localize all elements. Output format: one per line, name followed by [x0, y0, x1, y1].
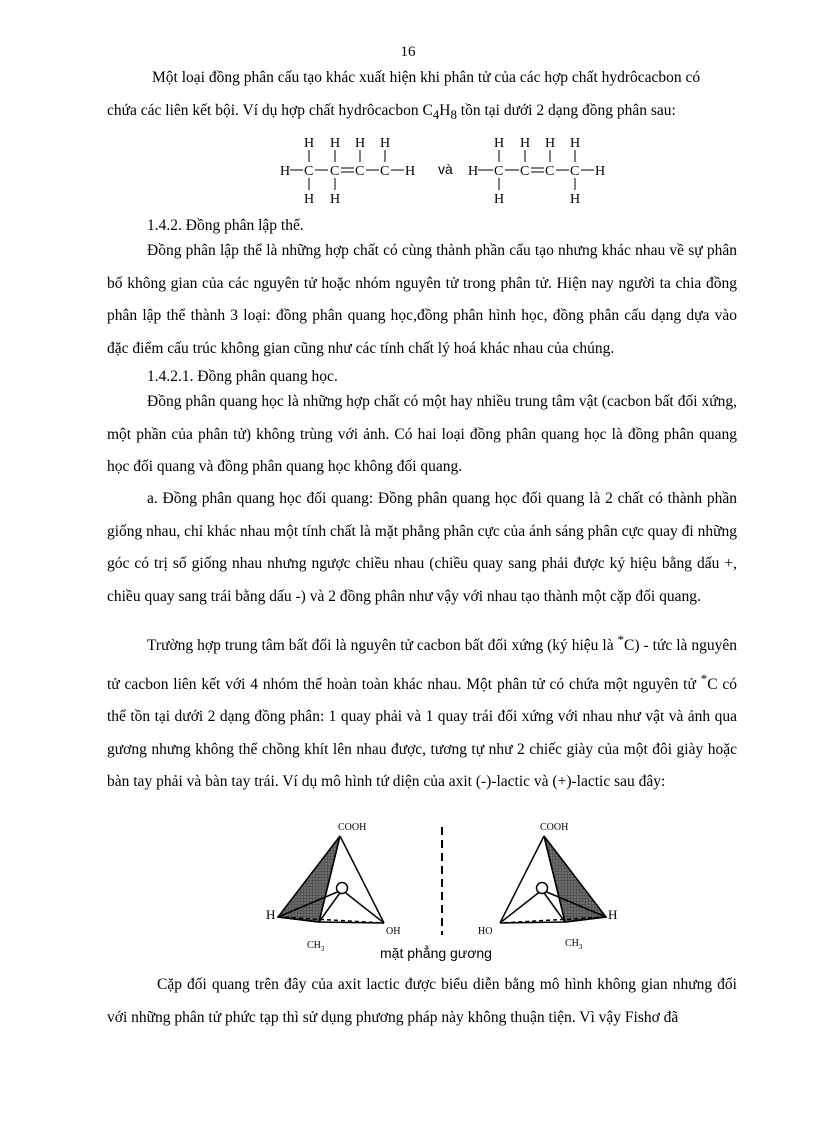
para-enantiomer-text: a. Đồng phân quang học đối quang: Đồng phân quang học đối quang là 2 chất có thành phần giống nhau, chỉ khác nhau một tính chất là mặt phẳng phân cực của ánh sáng phân cực quay đi những góc có trị số giống nhau nhưng ngược chiều nhau (chiều quay sang phải được ký hiệu bằng dấu +, chiều quay sang trái bằng dấu -) và 2 đồng phân như vậy với nhau tạo thành một cặp đối quang. [107, 490, 737, 605]
subscript-4: 4 [432, 106, 440, 122]
m2-h-top-b: H [520, 136, 531, 151]
m1-c3: C [355, 164, 365, 179]
right-ho: HO [478, 926, 493, 937]
asterisk-2: * [700, 670, 708, 686]
subscript-8: 8 [450, 106, 457, 122]
para-final-text: Cặp đối quang trên đây của axit lactic được biểu diễn bằng mô hình không gian nhưng đối với những phân tử phức tạp thì sử dụng phương pháp này không thuận tiện. Vì vậy Fishơ đã [107, 976, 737, 1026]
intro-line-2-pre: chứa các liên kết bội. Ví dụ hợp chất hydrôcacbon C [107, 101, 433, 119]
para-optical-text: Đồng phân quang học là những hợp chất có một hay nhiều trung tâm vật (cacbon bất đối xứng, một phần của phân tử) không trùng với ảnh. Có hai loại đồng phân quang học là đồng phân quang học đối quang và đồng phân quang học không đối quang. [107, 393, 737, 475]
m1-h-bot-a: H [304, 192, 315, 207]
m1-c1: C [304, 164, 314, 179]
para-asymmetric-center [107, 624, 737, 799]
left-cooh: COOH [338, 822, 367, 833]
right-ch3: $CH_3$ [565, 938, 583, 951]
tetrahedron-figure [262, 815, 622, 965]
para-asymmetric-center-text [107, 624, 737, 799]
asterisk-1: * [617, 632, 625, 647]
section-1-4-2-heading: 1.4.2. Đồng phân lập thể. [147, 217, 304, 234]
m1-h-bot-b: H [330, 192, 341, 207]
m2-h-bot-a: H [494, 192, 505, 207]
m2-c1: C [494, 164, 504, 179]
m1-h-left: H [280, 164, 291, 179]
intro-line-1: Một loại đồng phân cấu tạo khác xuất hiện khi phân tử của các hợp chất hydrôcacbon có [152, 69, 701, 86]
intro-line-2-post: tồn tại dưới 2 dạng đồng phân sau: [456, 101, 676, 119]
intro-line-2 [107, 95, 737, 132]
para-stereo [107, 235, 737, 365]
para-center-part2: C) - tức là nguyên tử cacbon liên kết với 4 nhóm thế hoàn toàn khác nhau. Một phân tử có chứa một nguyên tử [107, 637, 737, 693]
para-center-part1: Trường hợp trung tâm bất đối là nguyên tử cacbon bất đối xứng (ký hiệu là [147, 637, 618, 655]
m2-h-left: H [468, 164, 479, 179]
m2-c4: C [570, 164, 580, 179]
m2-c2: C [520, 164, 530, 179]
para-enantiomer [107, 483, 737, 613]
para-optical [107, 386, 737, 484]
m1-c2: C [330, 164, 340, 179]
conjunction-va: và [438, 161, 453, 177]
m1-h-top-b: H [330, 136, 341, 151]
formula-drawing [270, 133, 630, 209]
m2-h-top-d: H [570, 136, 581, 151]
m1-h-top-a: H [304, 136, 315, 151]
right-tetrahedron [500, 836, 606, 923]
mirror-plane-label: mặt phẳng gương [380, 945, 492, 961]
para-stereo-text: Đồng phân lập thể là những hợp chất có cùng thành phần cấu tạo nhưng khác nhau về sự phân bố không gian của các nguyên tử hoặc nhóm nguyên tử trong phân tử. Hiện nay người ta chia đồng phân lập thể thành 3 loại: đồng phân quang học,đồng phân hình học, đồng phân cấu dạng dựa vào đặc điểm cấu trúc không gian cũng như các tính chất lý hoá khác nhau của chúng. [107, 242, 737, 357]
m1-h-top-c: H [355, 136, 366, 151]
m1-h-top-d: H [380, 136, 391, 151]
m2-h-right: H [595, 164, 606, 179]
left-ch3: $CH_3$ [307, 940, 325, 953]
page-number: 16 [400, 44, 416, 60]
formula-h: H [439, 101, 451, 119]
right-h: H [608, 907, 618, 922]
m2-h-top-c: H [545, 136, 556, 151]
m2-h-top-a: H [494, 136, 505, 151]
left-oh: OH [386, 926, 401, 937]
m1-h-right: H [405, 164, 416, 179]
para-center-part3: C có thể tồn tại dưới 2 dạng đồng phân: 1 quay phải và 1 quay trái đối xứng với nhau như vật và ảnh qua gương nhưng không thể chồng khít lên nhau được, tương tự như 2 chiếc giày của một đôi giày hoặc bàn tay phải và bàn tay trái. Ví dụ mô hình tứ diện của axit (-)-lactic và (+)-lactic sau đây: [107, 675, 738, 791]
m2-h-bot-b: H [570, 192, 581, 207]
section-1-4-2-1-heading: 1.4.2.1. Đồng phân quang học. [147, 368, 338, 385]
left-tetrahedron [278, 836, 384, 923]
intro-paragraph [107, 62, 737, 131]
m2-c3: C [545, 164, 555, 179]
m1-c4: C [380, 164, 390, 179]
left-h: H [266, 907, 276, 922]
para-final [107, 969, 737, 1034]
right-cooh: COOH [540, 822, 569, 833]
